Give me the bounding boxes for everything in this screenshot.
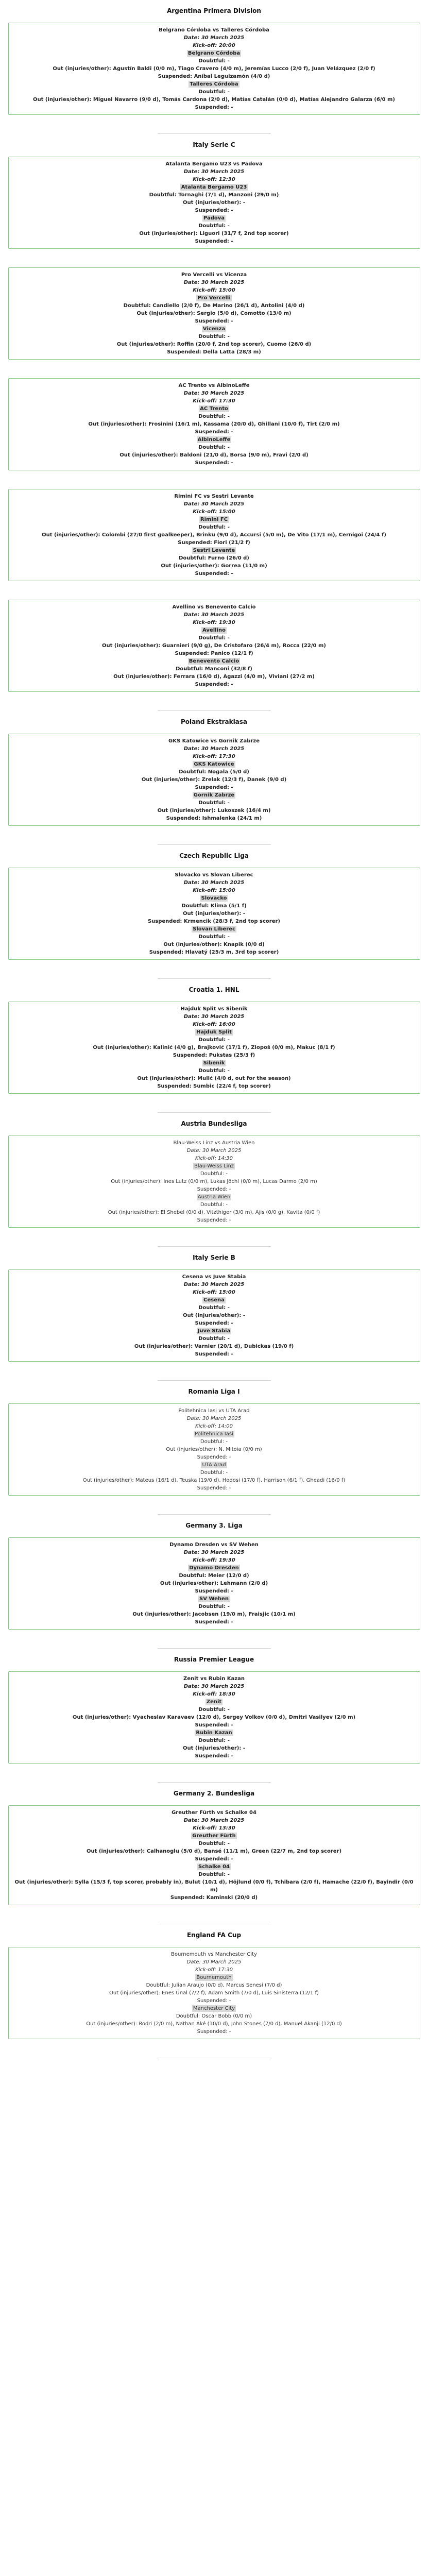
match-date: Date: 30 March 2025 — [186, 1959, 242, 1965]
match-title: Dynamo Dresden vs SV Wehen — [169, 1542, 259, 1548]
kickoff-time: Kick-off: 15:00 — [193, 888, 235, 893]
home-team-name-row — [13, 1028, 416, 1036]
match-card — [8, 1403, 420, 1496]
away-out-list: Out (injuries/other): Baldoni (21/0 d), Borsa (9/0 m), Fravi (2/0 d) — [119, 452, 309, 458]
match-title: Avellino vs Benevento Calcio — [172, 604, 256, 610]
match-title: GKS Katowice vs Gornik Zabrze — [168, 738, 260, 744]
away-team-name-row — [13, 1595, 416, 1603]
home-out-list: Out (injuries/other): Calhanoglu (5/0 d), Bansé (11/1 m), Green (22/7 m, 2nd top scorer) — [86, 1849, 342, 1854]
match-card — [8, 267, 420, 360]
league-section — [0, 718, 428, 845]
home-suspended: Suspended: Panico (12/1 f) — [175, 651, 253, 656]
home-suspended: Suspended: Aníbal Leguizamón (4/0 d) — [158, 74, 270, 79]
match-card — [8, 1269, 420, 1362]
league-title: Romania Liga I — [188, 1388, 240, 1395]
away-doubtful: Doubtful: - — [198, 89, 230, 95]
match-date: Date: 30 March 2025 — [183, 501, 245, 507]
home-team-name: Avellino — [202, 628, 226, 633]
home-doubtful: Doubtful: - — [198, 1707, 230, 1713]
match-date: Date: 30 March 2025 — [186, 1148, 242, 1154]
home-team-name: Dynamo Dresden — [189, 1565, 239, 1571]
league-title: Croatia 1. HNL — [189, 986, 239, 993]
home-out-list: Out (injuries/other): Kalinić (4/0 g), Brajković (17/1 f), Zlopoš (0/0 m), Makuc (8/1 f) — [93, 1045, 335, 1050]
home-suspended: Suspended: - — [195, 1588, 233, 1594]
home-team-name: Hajduk Split — [196, 1029, 232, 1035]
away-suspended: Suspended: - — [197, 2029, 231, 2035]
away-out-list: Out (injuries/other): Gorrea (11/0 m) — [161, 563, 267, 569]
match-date: Date: 30 March 2025 — [183, 280, 245, 285]
match-title: Bournemouth vs Manchester City — [171, 1952, 257, 1957]
away-suspended: Suspended: - — [195, 571, 233, 577]
away-out-list: Out (injuries/other): Varnier (20/1 d), Dubickas (19/0 f) — [134, 1344, 294, 1349]
home-suspended: Suspended: - — [197, 1454, 231, 1460]
section-divider — [158, 1514, 271, 1515]
away-team-name-row — [13, 925, 416, 933]
kickoff-time: Kick-off: 18:30 — [193, 1691, 235, 1697]
home-team-name: GKS Katowice — [194, 761, 234, 767]
away-team-name: Vicenza — [202, 326, 226, 332]
away-team-name: Juve Stabia — [197, 1328, 231, 1334]
section-divider — [158, 1112, 271, 1113]
home-doubtful: Doubtful: Nogala (5/0 d) — [179, 769, 249, 775]
home-doubtful: Doubtful: - — [198, 524, 230, 530]
home-doubtful: Doubtful: - — [200, 1171, 228, 1177]
match-title: AC Trento vs AlbinoLeffe — [178, 383, 250, 388]
away-suspended: Suspended: - — [197, 1485, 231, 1491]
home-suspended: Suspended: - — [195, 208, 233, 213]
league-section — [0, 1254, 428, 1381]
away-team-name: Austria Wien — [197, 1194, 231, 1200]
away-suspended: Suspended: Della Latta (28/3 m) — [167, 349, 261, 355]
match-title: Zenit vs Rubin Kazan — [183, 1676, 245, 1682]
home-out-list: Out (injuries/other): - — [183, 1313, 245, 1318]
away-team-name-row — [13, 657, 416, 665]
away-team-name: Talleres Córdoba — [190, 81, 238, 87]
home-team-name: Zenit — [206, 1699, 222, 1705]
match-date: Date: 30 March 2025 — [183, 35, 245, 41]
away-doubtful: Doubtful: - — [200, 1202, 228, 1208]
home-doubtful: Doubtful: - — [200, 1439, 228, 1445]
home-team-name: Pro Vercelli — [197, 295, 231, 301]
away-out-list: Out (injuries/other): Ferrara (16/0 d), Agazzi (4/0 m), Viviani (27/2 m) — [113, 674, 315, 680]
league-title: Austria Bundesliga — [181, 1120, 247, 1127]
home-out-list: Out (injuries/other): N. Mitoia (0/0 m) — [166, 1447, 262, 1452]
league-section — [0, 1120, 428, 1247]
away-doubtful: Doubtful: - — [198, 1336, 230, 1342]
match-title: Politehnica Iasi vs UTA Arad — [178, 1408, 250, 1414]
away-team-name-row — [13, 325, 416, 333]
home-team-name-row — [13, 1698, 416, 1706]
away-out-list: Out (injuries/other): Mulić (4/0 d, out for the season) — [137, 1076, 291, 1081]
away-team-name: Sestri Levante — [193, 548, 235, 553]
away-doubtful: Doubtful: - — [198, 1604, 230, 1609]
home-doubtful: Doubtful: Tornaghi (7/1 d), Manzoni (29/0 m) — [149, 192, 279, 198]
section-divider — [158, 844, 271, 845]
away-suspended: Suspended: - — [195, 239, 233, 244]
kickoff-time: Kick-off: 12:30 — [193, 177, 235, 182]
home-team-name: Slovacko — [201, 895, 227, 901]
home-suspended: Suspended: - — [195, 1320, 233, 1326]
home-team-name-row — [13, 183, 416, 191]
home-out-list: Out (injuries/other): - — [183, 200, 245, 206]
away-team-name: Rubin Kazan — [196, 1730, 232, 1736]
home-suspended: Suspended: - — [195, 429, 233, 435]
home-doubtful: Doubtful: - — [198, 635, 230, 641]
home-team-name: Belgrano Córdoba — [187, 50, 241, 56]
kickoff-time: Kick-off: 17:30 — [193, 754, 235, 759]
away-team-name: Schalke 04 — [198, 1864, 230, 1870]
away-out-list: Out (injuries/other): Miguel Navarro (9/0 d), Tomás Cardona (2/0 d), Matías Catalán (0/0 d), Matías Alejandro Galarza (6/0 m) — [33, 97, 395, 103]
kickoff-time: Kick-off: 15:00 — [193, 1290, 235, 1295]
away-out-list: Out (injuries/other): Liguori (31/7 f, 2nd top scorer) — [139, 231, 289, 236]
league-section — [0, 986, 428, 1113]
kickoff-time: Kick-off: 14:30 — [195, 1156, 233, 1161]
home-suspended: Suspended: Fiori (21/2 f) — [178, 540, 250, 546]
away-doubtful: Doubtful: - — [198, 445, 230, 450]
section-divider — [158, 1380, 271, 1381]
home-doubtful: Doubtful: Meier (12/0 d) — [179, 1573, 249, 1579]
match-card — [8, 1805, 420, 1905]
home-out-list: Out (injuries/other): Vyacheslav Karavaev (12/0 d), Sergey Volkov (0/0 d), Dmitri Vasilyev (2/0 m) — [72, 1715, 356, 1720]
match-card — [8, 1671, 420, 1764]
home-suspended: Suspended: Pukstas (25/3 f) — [173, 1053, 255, 1058]
kickoff-time: Kick-off: 20:00 — [193, 43, 235, 48]
home-out-list: Out (injuries/other): Enes Ünal (7/2 f), Adam Smith (7/0 d), Luis Sinisterra (12/1 f) — [109, 1990, 319, 1996]
home-team-name-row — [13, 1296, 416, 1304]
home-team-name-row — [13, 1430, 416, 1438]
away-suspended: Suspended: - — [195, 105, 233, 110]
match-title: Greuther Fürth vs Schalke 04 — [172, 1810, 256, 1816]
away-team-name-row — [13, 1059, 416, 1067]
home-out-list: Out (injuries/other): Frosinini (16/1 m), Kassama (20/0 d), Ghillani (10/0 f), Tirt (2/0 m) — [88, 421, 340, 427]
away-team-name-row — [13, 2005, 416, 2012]
home-suspended: Suspended: - — [195, 1722, 233, 1728]
section-divider — [158, 1648, 271, 1649]
away-doubtful: Doubtful: Oscar Bobb (0/0 m) — [176, 2013, 252, 2019]
match-date: Date: 30 March 2025 — [183, 1684, 245, 1689]
league-title: Poland Ekstraklasa — [180, 718, 248, 725]
away-doubtful: Doubtful: - — [198, 1872, 230, 1877]
league-title: Argentina Primera Division — [167, 7, 261, 14]
away-out-list: Out (injuries/other): Sylla (15/3 f, top scorer, probably in), Bulut (10/1 d), Höjlund (0/0 f), Tchibara (2/0 f), Hamache (22/0 f), Bayindir (0/0 m) — [14, 1879, 414, 1893]
league-title: Italy Serie B — [193, 1254, 235, 1261]
away-team-name-row — [13, 436, 416, 444]
away-team-name-row — [13, 80, 416, 88]
section-divider — [158, 1782, 271, 1783]
home-team-name: Blau-Weiss Linz — [194, 1163, 234, 1169]
home-team-name-row — [13, 405, 416, 413]
home-team-name-row — [13, 894, 416, 902]
kickoff-time: Kick-off: 16:00 — [193, 1022, 235, 1027]
away-doubtful: Doubtful: - — [200, 1470, 228, 1476]
league-title: Italy Serie C — [193, 141, 235, 148]
away-team-name: UTA Arad — [202, 1462, 226, 1468]
away-suspended: Suspended: - — [195, 1351, 233, 1357]
kickoff-time: Kick-off: 15:00 — [193, 509, 235, 515]
home-doubtful: Doubtful: Candiello (2/0 f), De Marino (26/1 d), Antolini (4/0 d) — [123, 303, 305, 309]
away-out-list: Out (injuries/other): Roffin (20/0 f, 2nd top scorer), Cuomo (26/0 d) — [116, 342, 312, 347]
home-team-name-row — [13, 516, 416, 523]
match-title: Cesena vs Juve Stabia — [182, 1274, 246, 1280]
home-team-name: Bournemouth — [196, 1975, 232, 1980]
away-suspended: Suspended: Ishmalenka (24/1 m) — [166, 816, 262, 821]
match-date: Date: 30 March 2025 — [183, 746, 245, 752]
away-out-list: Out (injuries/other): - — [183, 1745, 245, 1751]
match-card — [8, 489, 420, 581]
league-title: Germany 2. Bundesliga — [173, 1790, 255, 1797]
away-suspended: Suspended: - — [195, 1619, 233, 1625]
away-team-name: Sibenik — [203, 1060, 225, 1066]
home-out-list: Out (injuries/other): Colombi (27/0 first goalkeeper), Brinku (9/0 d), Accursi (5/0 m), De Vito (17/1 m), Cernigoi (24/4 f) — [42, 532, 386, 538]
home-suspended: Suspended: - — [197, 1187, 231, 1192]
match-card — [8, 868, 420, 960]
home-out-list: Out (injuries/other): Agustín Baldi (0/0 m), Tiago Cravero (4/0 m), Jeremías Lucco (2/0 f), Juan Velázquez (2/0 f) — [53, 66, 375, 72]
league-title: Germany 3. Liga — [185, 1522, 243, 1529]
match-card — [8, 734, 420, 826]
home-suspended: Suspended: Krmencik (28/3 f, 2nd top scorer) — [147, 919, 281, 924]
away-suspended: Suspended: - — [195, 682, 233, 687]
league-section — [0, 1656, 428, 1783]
home-doubtful: Doubtful: - — [198, 1305, 230, 1311]
away-out-list: Out (injuries/other): Rodri (2/0 m), Nathan Aké (10/0 d), John Stones (7/0 d), Manuel Akanji (12/0 d) — [86, 2021, 342, 2027]
match-date: Date: 30 March 2025 — [183, 880, 245, 886]
kickoff-time: Kick-off: 15:00 — [193, 287, 235, 293]
league-section — [0, 1790, 428, 1924]
match-date: Date: 30 March 2025 — [183, 1282, 245, 1287]
home-out-list: Out (injuries/other): Sergio (5/0 d), Comotto (13/0 m) — [136, 311, 292, 316]
kickoff-time: Kick-off: 17:30 — [195, 1967, 233, 1973]
home-team-name-row — [13, 760, 416, 768]
away-suspended: Suspended: Hlavatý (25/3 m, 3rd top scorer) — [149, 950, 279, 955]
league-section — [0, 7, 428, 134]
league-section — [0, 1931, 428, 2058]
league-title: England FA Cup — [186, 1931, 242, 1939]
home-doubtful: Doubtful: - — [198, 414, 230, 419]
match-date: Date: 30 March 2025 — [186, 1416, 242, 1421]
match-title: Pro Vercelli vs Vicenza — [181, 272, 247, 278]
away-suspended: Suspended: Kaminski (20/0 d) — [170, 1895, 258, 1901]
home-out-list: Out (injuries/other): - — [183, 911, 245, 917]
match-date: Date: 30 March 2025 — [183, 1550, 245, 1555]
away-out-list: Out (injuries/other): Mateus (16/1 d), Teuska (19/0 d), Hodosi (17/0 f), Harrison (6/1 f), Gheadi (16/0 f) — [82, 1478, 346, 1483]
away-team-name-row — [13, 1461, 416, 1469]
home-suspended: Suspended: - — [195, 785, 233, 790]
away-team-name: Gornik Zabrze — [193, 792, 235, 798]
home-out-list: Out (injuries/other): Zrelak (12/3 f), Danek (9/0 d) — [141, 777, 287, 783]
kickoff-time: Kick-off: 13:30 — [193, 1825, 235, 1831]
match-card — [8, 600, 420, 692]
section-divider — [158, 1246, 271, 1247]
away-out-list: Out (injuries/other): Knapik (0/0 d) — [163, 942, 265, 947]
kickoff-time: Kick-off: 17:30 — [193, 398, 235, 404]
home-team-name-row — [13, 1162, 416, 1170]
home-suspended: Suspended: - — [195, 318, 233, 324]
section-divider — [158, 133, 271, 134]
away-team-name: Benevento Calcio — [189, 658, 239, 664]
home-team-name: Rimini FC — [200, 517, 228, 522]
home-suspended: Suspended: - — [195, 1856, 233, 1862]
away-doubtful: Doubtful: - — [198, 223, 230, 229]
match-title: Rimini FC vs Sestri Levante — [174, 494, 254, 499]
home-team-name: AC Trento — [200, 406, 228, 412]
match-card — [8, 1136, 420, 1228]
match-card — [8, 1537, 420, 1630]
match-title: Blau-Weiss Linz vs Austria Wien — [173, 1140, 255, 1146]
away-team-name: Slovan Liberec — [193, 926, 235, 932]
league-section — [0, 1522, 428, 1649]
away-team-name-row — [13, 791, 416, 799]
home-team-name-row — [13, 294, 416, 302]
away-team-name: AlbinoLeffe — [197, 437, 231, 443]
away-doubtful: Doubtful: - — [198, 1068, 230, 1074]
league-section — [0, 1388, 428, 1515]
home-out-list: Out (injuries/other): Guarnieri (9/0 g), De Cristofaro (26/4 m), Rocca (22/0 m) — [102, 643, 326, 649]
section-divider — [158, 710, 271, 711]
away-team-name: Padova — [203, 215, 225, 221]
kickoff-time: Kick-off: 19:30 — [193, 620, 235, 625]
match-card — [8, 378, 420, 470]
league-title: Czech Republic Liga — [179, 852, 249, 859]
away-team-name-row — [13, 1863, 416, 1871]
home-doubtful: Doubtful: - — [198, 1841, 230, 1846]
match-card — [8, 1002, 420, 1094]
home-out-list: Out (injuries/other): Ines Lutz (0/0 m), Lukas Jöchl (0/0 m), Lucas Darmo (2/0 m) — [111, 1179, 317, 1184]
away-team-name-row — [13, 1193, 416, 1201]
injury-report-page — [0, 7, 428, 2058]
home-team-name-row — [13, 1832, 416, 1840]
match-card — [8, 1947, 420, 2039]
away-doubtful: Doubtful: Manconi (32/8 f) — [176, 666, 252, 672]
match-title: Hajduk Split vs Sibenik — [180, 1006, 248, 1012]
match-date: Date: 30 March 2025 — [183, 1014, 245, 1020]
away-doubtful: Doubtful: - — [198, 334, 230, 340]
away-doubtful: Doubtful: - — [198, 1738, 230, 1743]
league-title: Russia Premier League — [174, 1656, 254, 1663]
away-doubtful: Doubtful: - — [198, 934, 230, 940]
home-team-name: Atalanta Bergamo U23 — [181, 184, 247, 190]
away-suspended: Suspended: - — [195, 1753, 233, 1759]
home-team-name: Cesena — [203, 1297, 225, 1303]
home-out-list: Out (injuries/other): Lehmann (2/0 d) — [160, 1581, 268, 1586]
match-title: Atalanta Bergamo U23 vs Padova — [165, 161, 263, 167]
away-suspended: Suspended: - — [197, 1217, 231, 1223]
match-date: Date: 30 March 2025 — [183, 169, 245, 175]
home-team-name-row — [13, 1564, 416, 1572]
match-date: Date: 30 March 2025 — [183, 1818, 245, 1823]
match-card — [8, 157, 420, 249]
match-card — [8, 23, 420, 115]
away-suspended: Suspended: Sumbic (22/4 f, top scorer) — [157, 1083, 271, 1089]
section-divider — [158, 978, 271, 979]
league-section — [0, 852, 428, 979]
away-out-list: Out (injuries/other): El Shebel (0/0 d), Vitzthiger (3/0 m), Ajis (0/0 g), Kavita (0/0 f) — [108, 1210, 320, 1215]
home-team-name-row — [13, 1974, 416, 1981]
kickoff-time: Kick-off: 14:00 — [195, 1423, 233, 1429]
home-doubtful: Doubtful: Julian Araujo (0/0 d), Marcus Senesi (7/0 d) — [146, 1982, 282, 1988]
league-section — [0, 141, 428, 711]
home-team-name-row — [13, 49, 416, 57]
match-title: Belgrano Córdoba vs Talleres Córdoba — [159, 27, 269, 33]
match-date: Date: 30 March 2025 — [183, 391, 245, 396]
home-doubtful: Doubtful: - — [198, 1037, 230, 1043]
home-team-name-row — [13, 626, 416, 634]
home-doubtful: Doubtful: Klima (5/1 f) — [181, 903, 247, 909]
kickoff-time: Kick-off: 19:30 — [193, 1557, 235, 1563]
home-team-name: Politehnica Iasi — [195, 1431, 233, 1437]
away-team-name: SV Wehen — [199, 1596, 229, 1602]
away-team-name-row — [13, 547, 416, 554]
match-title: Slovacko vs Slovan Liberec — [175, 872, 253, 878]
away-team-name-row — [13, 1327, 416, 1335]
away-suspended: Suspended: - — [195, 460, 233, 466]
home-team-name: Greuther Fürth — [192, 1833, 236, 1839]
away-team-name-row — [13, 1729, 416, 1737]
away-out-list: Out (injuries/other): Jacobsen (19/0 m), Fraisjic (10/1 m) — [132, 1612, 296, 1617]
away-out-list: Out (injuries/other): Lukoszek (16/4 m) — [157, 808, 271, 814]
away-doubtful: Doubtful: - — [198, 800, 230, 806]
away-team-name-row — [13, 214, 416, 222]
away-doubtful: Doubtful: Furno (26/0 d) — [179, 555, 249, 561]
match-date: Date: 30 March 2025 — [183, 612, 245, 618]
away-team-name: Manchester City — [193, 2006, 235, 2011]
home-suspended: Suspended: - — [197, 1998, 231, 2004]
home-doubtful: Doubtful: - — [198, 58, 230, 64]
